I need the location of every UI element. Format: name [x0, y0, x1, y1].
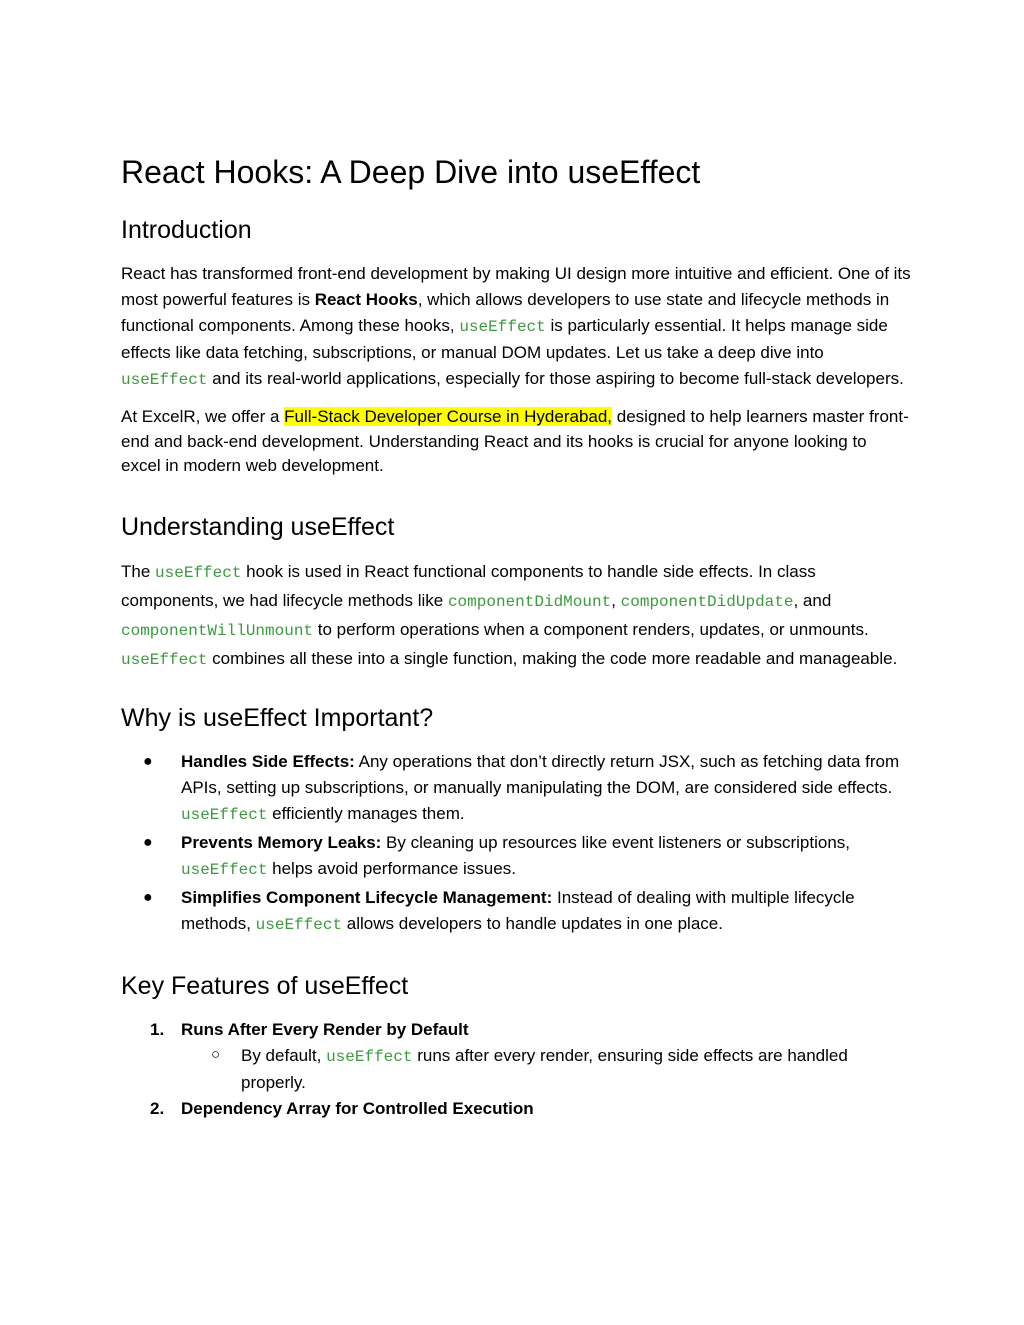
feature-title: Runs After Every Render by Default: [181, 1019, 469, 1039]
section-heading-introduction: Introduction: [121, 216, 252, 244]
list-item: [121, 1017, 911, 1096]
inline-code: useEffect: [155, 563, 242, 582]
inline-code: componentDidUpdate: [620, 592, 794, 611]
list-number: 1.: [150, 1019, 165, 1039]
inline-code: useEffect: [326, 1047, 413, 1066]
document-title: React Hooks: A Deep Dive into useEffect: [121, 154, 701, 190]
list-item: ● Simplifies Component Lifecycle Management: Instead of dealing with multiple lifecycle methods, useEffect allows developers to handle updates in one place.: [121, 885, 911, 938]
inline-code: useEffect: [181, 860, 268, 879]
inline-code: useEffect: [181, 805, 268, 824]
list-item: ● Prevents Memory Leaks: By cleaning up resources like event listeners or subscriptions, useEffect helps avoid performance issues.: [121, 830, 911, 883]
document-content: [121, 150, 911, 1122]
section-heading-features: Key Features of useEffect: [121, 971, 409, 1000]
features-numbered-list: [121, 1017, 911, 1122]
section-heading-understanding: Understanding useEffect: [121, 512, 395, 541]
bullet-icon: ●: [143, 752, 153, 770]
feature-title: Dependency Array for Controlled Execution: [181, 1098, 534, 1118]
list-item: [121, 1096, 911, 1122]
inline-code: useEffect: [121, 650, 208, 669]
hollow-bullet-icon: ○: [211, 1045, 221, 1063]
inline-code: useEffect: [121, 371, 208, 389]
inline-code: componentDidMount: [447, 592, 612, 611]
intro-paragraph-2: At ExcelR, we offer a Full-Stack Developer Course in Hyderabad, designed to help learners master front-end and back-end development. Understanding React and its hooks is crucial for anyone looking to excel in modern web development.: [121, 407, 909, 475]
feature-sub-list: [181, 1043, 911, 1096]
inline-code: useEffect: [255, 915, 343, 934]
intro-paragraph-1: React has transformed front-end development by making UI design more intuitive and efficient. One of its most powerful features is React Hooks, which allows developers to use state and lifecycle methods in functional components. Among these hooks, useEffect is particularly essential. It helps manage side effects like data fetching, subscriptions, or manual DOM updates. Let us take a deep dive into useEffect and its real-world applications, especially for those aspiring to become full-stack developers.: [121, 264, 911, 389]
inline-code: componentWillUnmount: [121, 621, 314, 640]
inline-code: useEffect: [459, 318, 546, 336]
why-bullet-list: [121, 749, 911, 938]
understanding-paragraph: The useEffect hook is used in React functional components to handle side effects. In class components, we had lifecycle methods like componentDidMount, componentDidUpdate, and componentWillUnmount to perform operations when a component renders, updates, or unmounts. useEffect combines all these into a single function, making the code more readable and manageable.: [121, 561, 898, 669]
bullet-icon: ●: [143, 833, 153, 851]
list-item: ○ By default, useEffect runs after every render, ensuring side effects are handled properly.: [181, 1043, 911, 1096]
course-link-highlight[interactable]: Full-Stack Developer Course in Hyderabad,: [284, 407, 613, 426]
list-number: 2.: [150, 1098, 165, 1118]
section-heading-why: Why is useEffect Important?: [121, 703, 434, 732]
list-item: ● Handles Side Effects: Any operations that don’t directly return JSX, such as fetching data from APIs, setting up subscriptions, or manually manipulating the DOM, are considered side effects. useEffect efficiently manages them.: [121, 749, 911, 828]
bullet-icon: ●: [143, 888, 153, 906]
react-hooks-bold: React Hooks: [314, 290, 418, 309]
